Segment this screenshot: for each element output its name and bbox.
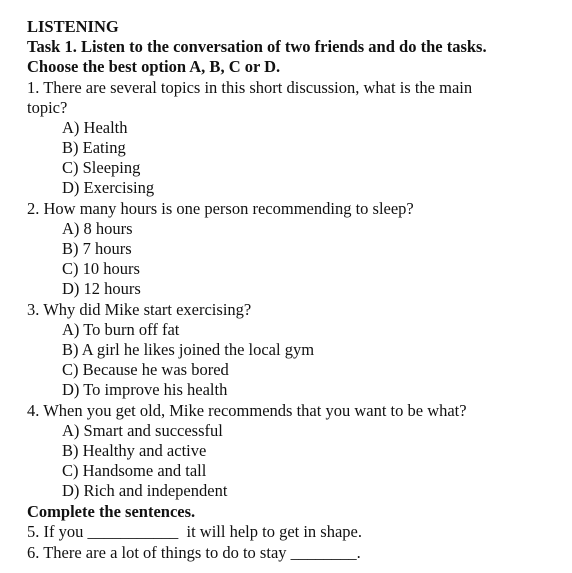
question-2-text: 2. How many hours is one person recommending to sleep? (27, 199, 414, 218)
question-1-option-b: B) Eating (62, 138, 126, 157)
question-4-option-c: C) Handsome and tall (62, 461, 207, 480)
sentence-6: 6. There are a lot of things to do to stay ________. (27, 543, 361, 562)
question-2-option-d: D) 12 hours (62, 279, 141, 298)
section-heading: LISTENING (27, 17, 119, 36)
instruction-text: Choose the best option A, B, C or D. (27, 57, 281, 76)
sentence-5: 5. If you ___________ it will help to get in shape. (27, 522, 363, 541)
question-3-option-b: B) A girl he likes joined the local gym (62, 340, 315, 359)
question-2-option-b: B) 7 hours (62, 239, 132, 258)
question-3-option-c: C) Because he was bored (62, 360, 229, 379)
question-1-text-cont: topic? (27, 98, 68, 117)
question-4-option-d: D) Rich and independent (62, 481, 228, 500)
question-4-text: 4. When you get old, Mike recommends that you want to be what? (27, 401, 467, 420)
question-4-option-b: B) Healthy and active (62, 441, 207, 460)
question-3-option-d: D) To improve his health (62, 380, 228, 399)
question-2-option-c: C) 10 hours (62, 259, 140, 278)
question-3-option-a: A) To burn off fat (62, 320, 180, 339)
question-4-option-a: A) Smart and successful (62, 421, 223, 440)
question-1-option-d: D) Exercising (62, 178, 155, 197)
question-1-option-c: C) Sleeping (62, 158, 141, 177)
question-3-text: 3. Why did Mike start exercising? (27, 300, 252, 319)
question-1-option-a: A) Health (62, 118, 128, 137)
question-2-option-a: A) 8 hours (62, 219, 133, 238)
section-2-title: Complete the sentences. (27, 502, 196, 521)
question-1-text: 1. There are several topics in this short discussion, what is the main (27, 78, 473, 97)
task-title: Task 1. Listen to the conversation of two friends and do the tasks. (27, 37, 487, 56)
